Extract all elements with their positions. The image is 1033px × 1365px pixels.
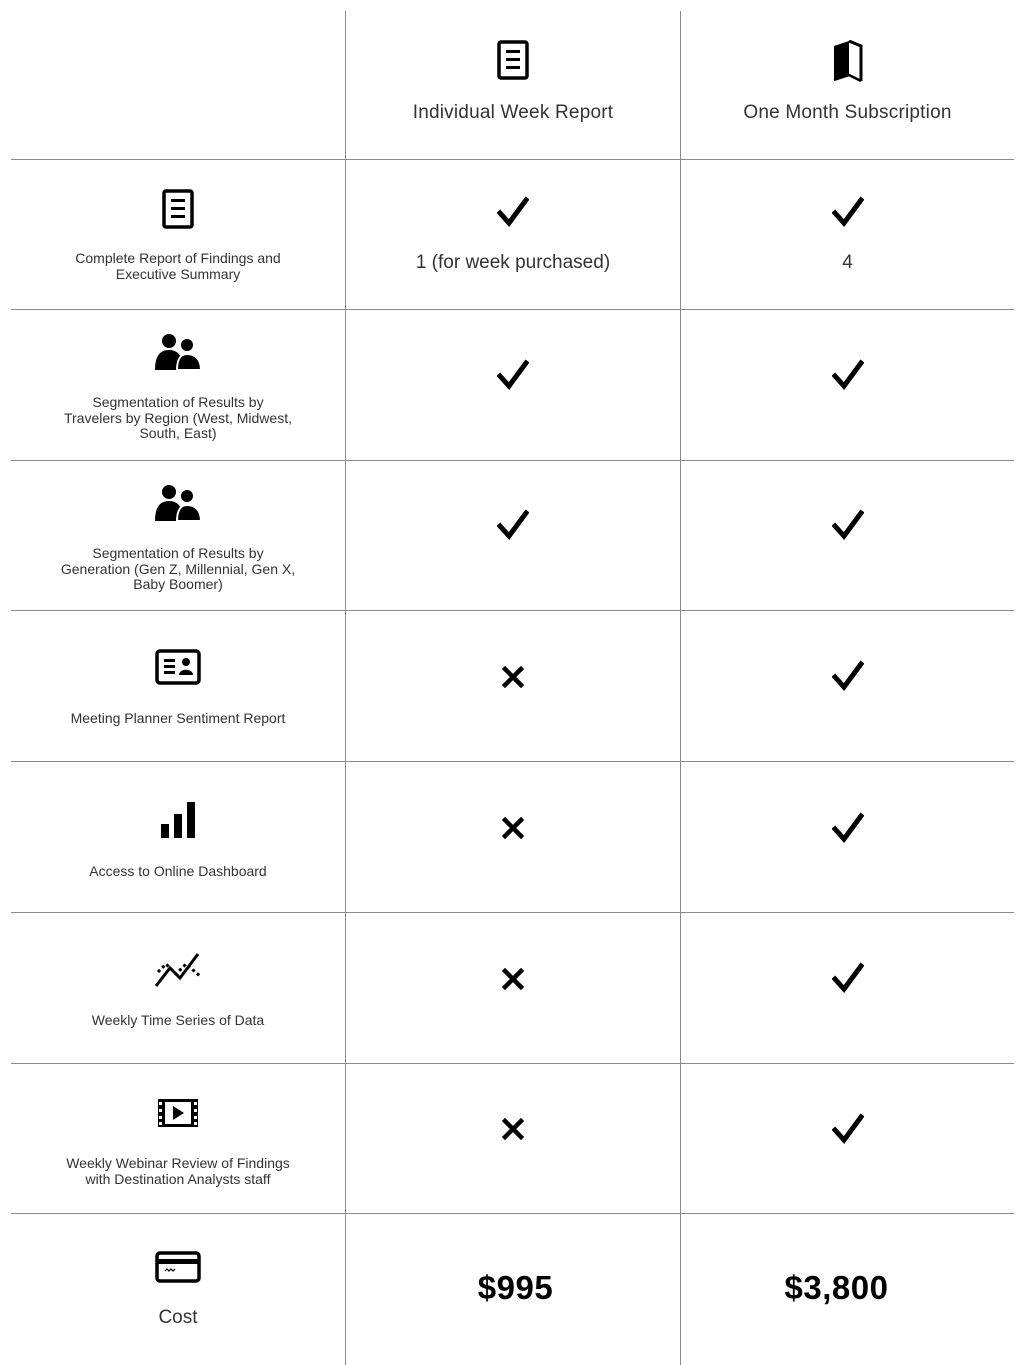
value-cell bbox=[681, 310, 1014, 460]
feature-label: Segmentation of Results by Travelers by Region (West, Midwest, South, East) bbox=[64, 394, 292, 441]
feature-label: Complete Report of Findings and Executive Summary bbox=[75, 250, 281, 282]
feature-cell bbox=[11, 762, 345, 912]
header-individual-week bbox=[346, 11, 680, 159]
document-icon bbox=[162, 189, 194, 229]
check-icon bbox=[832, 962, 864, 994]
credit-card-icon bbox=[155, 1251, 201, 1283]
month-price: $3,800 bbox=[784, 1269, 889, 1306]
price-cell bbox=[346, 1214, 680, 1365]
feature-label: Weekly Time Series of Data bbox=[91, 1012, 265, 1028]
value-cell bbox=[346, 160, 680, 309]
check-icon bbox=[832, 509, 864, 541]
feature-cell bbox=[11, 1064, 345, 1213]
value-cell bbox=[346, 913, 680, 1063]
feature-cell bbox=[11, 461, 345, 610]
cross-icon bbox=[502, 817, 524, 839]
value-cell bbox=[346, 611, 680, 761]
value-text: 4 bbox=[842, 252, 853, 273]
value-cell bbox=[681, 1064, 1014, 1213]
value-cell bbox=[346, 461, 680, 610]
value-cell bbox=[681, 611, 1014, 761]
bar-chart-icon bbox=[159, 800, 197, 840]
check-icon bbox=[832, 196, 864, 228]
people-icon bbox=[155, 483, 201, 523]
line-chart-icon bbox=[154, 950, 202, 990]
check-icon bbox=[832, 812, 864, 844]
cross-icon bbox=[502, 666, 524, 688]
value-text: 1 (for week purchased) bbox=[415, 252, 611, 273]
value-cell bbox=[681, 762, 1014, 912]
feature-cell bbox=[11, 913, 345, 1063]
feature-label: Weekly Webinar Review of Findings with Destination Analysts staff bbox=[66, 1155, 290, 1187]
feature-label: Access to Online Dashboard bbox=[89, 863, 267, 879]
check-icon bbox=[497, 359, 529, 391]
cost-label: Cost bbox=[158, 1307, 198, 1328]
feature-cell bbox=[11, 160, 345, 309]
value-cell bbox=[681, 461, 1014, 610]
people-icon bbox=[155, 332, 201, 372]
check-icon bbox=[832, 1113, 864, 1145]
check-icon bbox=[497, 196, 529, 228]
feature-label: Segmentation of Results by Generation (Gen Z, Millennial, Gen X, Baby Boomer) bbox=[60, 545, 296, 592]
column-label: Individual Week Report bbox=[412, 102, 614, 123]
value-cell bbox=[681, 913, 1014, 1063]
feature-cell bbox=[11, 310, 345, 460]
value-cell bbox=[346, 1064, 680, 1213]
book-icon bbox=[831, 40, 865, 82]
cross-icon bbox=[502, 1118, 524, 1140]
document-icon bbox=[497, 40, 529, 80]
feature-label: Meeting Planner Sentiment Report bbox=[70, 710, 286, 726]
value-cell bbox=[346, 762, 680, 912]
header-one-month bbox=[681, 11, 1014, 159]
price-cell bbox=[681, 1214, 1014, 1365]
value-cell bbox=[681, 160, 1014, 309]
column-label: One Month Subscription bbox=[743, 102, 952, 123]
check-icon bbox=[497, 509, 529, 541]
check-icon bbox=[832, 359, 864, 391]
cost-cell bbox=[11, 1214, 345, 1365]
value-cell bbox=[346, 310, 680, 460]
feature-cell bbox=[11, 611, 345, 761]
id-card-icon bbox=[155, 649, 201, 685]
week-price: $995 bbox=[477, 1269, 554, 1306]
check-icon bbox=[832, 660, 864, 692]
cross-icon bbox=[502, 968, 524, 990]
video-icon bbox=[156, 1097, 200, 1129]
